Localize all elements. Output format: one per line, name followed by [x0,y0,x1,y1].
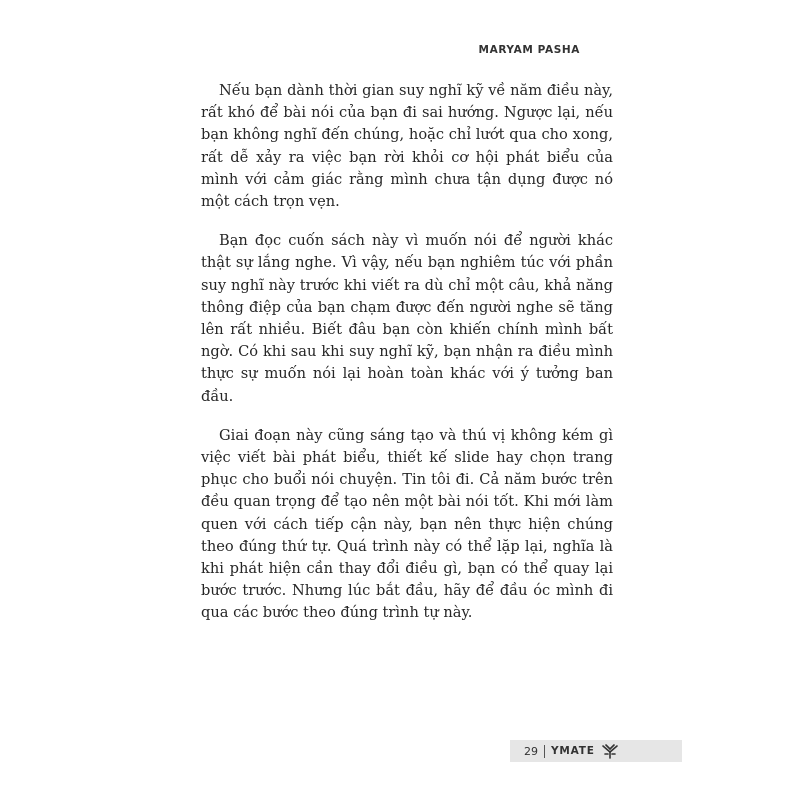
paragraph: Bạn đọc cuốn sách này vì muốn nói để người khác thật sự lắng nghe. Vì vậy, nếu bạn nghiêm túc với phần suy nghĩ này trước khi viết ra dù chỉ một câu, khả năng thông điệp của bạn chạm được đến người nghe sẽ tăng lên rất nhiều. Biết đâu bạn còn khiến chính mình bất ngờ. Có khi sau khi suy nghĩ kỹ, bạn nhận ra điều mình thực sự muốn nói lại hoàn toàn khác với ý tưởng ban đầu. [201,232,613,405]
paragraph: Nếu bạn dành thời gian suy nghĩ kỹ về năm điều này, rất khó để bài nói của bạn đi sai hướng. Ngược lại, nếu bạn không nghĩ đến chúng, hoặc chỉ lướt qua cho xong, rất dễ xảy ra việc bạn rời khỏi cơ hội phát biểu của mình với cảm giác rằng mình chưa tận dụng được nó một cách trọn vẹn. [201,82,613,211]
footer-divider [544,745,545,758]
body-text [201,80,613,642]
page-number: 29 [524,744,538,758]
publisher-brand: YMATE [551,745,595,757]
page-footer [510,740,682,762]
ymate-logo-icon [601,743,619,759]
running-header-author: MARYAM PASHA [478,44,580,56]
paragraph: Giai đoạn này cũng sáng tạo và thú vị không kém gì việc viết bài phát biểu, thiết kế slide hay chọn trang phục cho buổi nói chuyện. Tin tôi đi. Cả năm bước trên đều quan trọng để tạo nên một bài nói tốt. Khi mới làm quen với cách tiếp cận này, bạn nên thực hiện chúng theo đúng thứ tự. Quá trình này có thể lặp lại, nghĩa là khi phát hiện cần thay đổi điều gì, bạn có thể quay lại bước trước. Nhưng lúc bắt đầu, hãy để đầu óc mình đi qua các bước theo đúng trình tự này. [201,426,613,622]
